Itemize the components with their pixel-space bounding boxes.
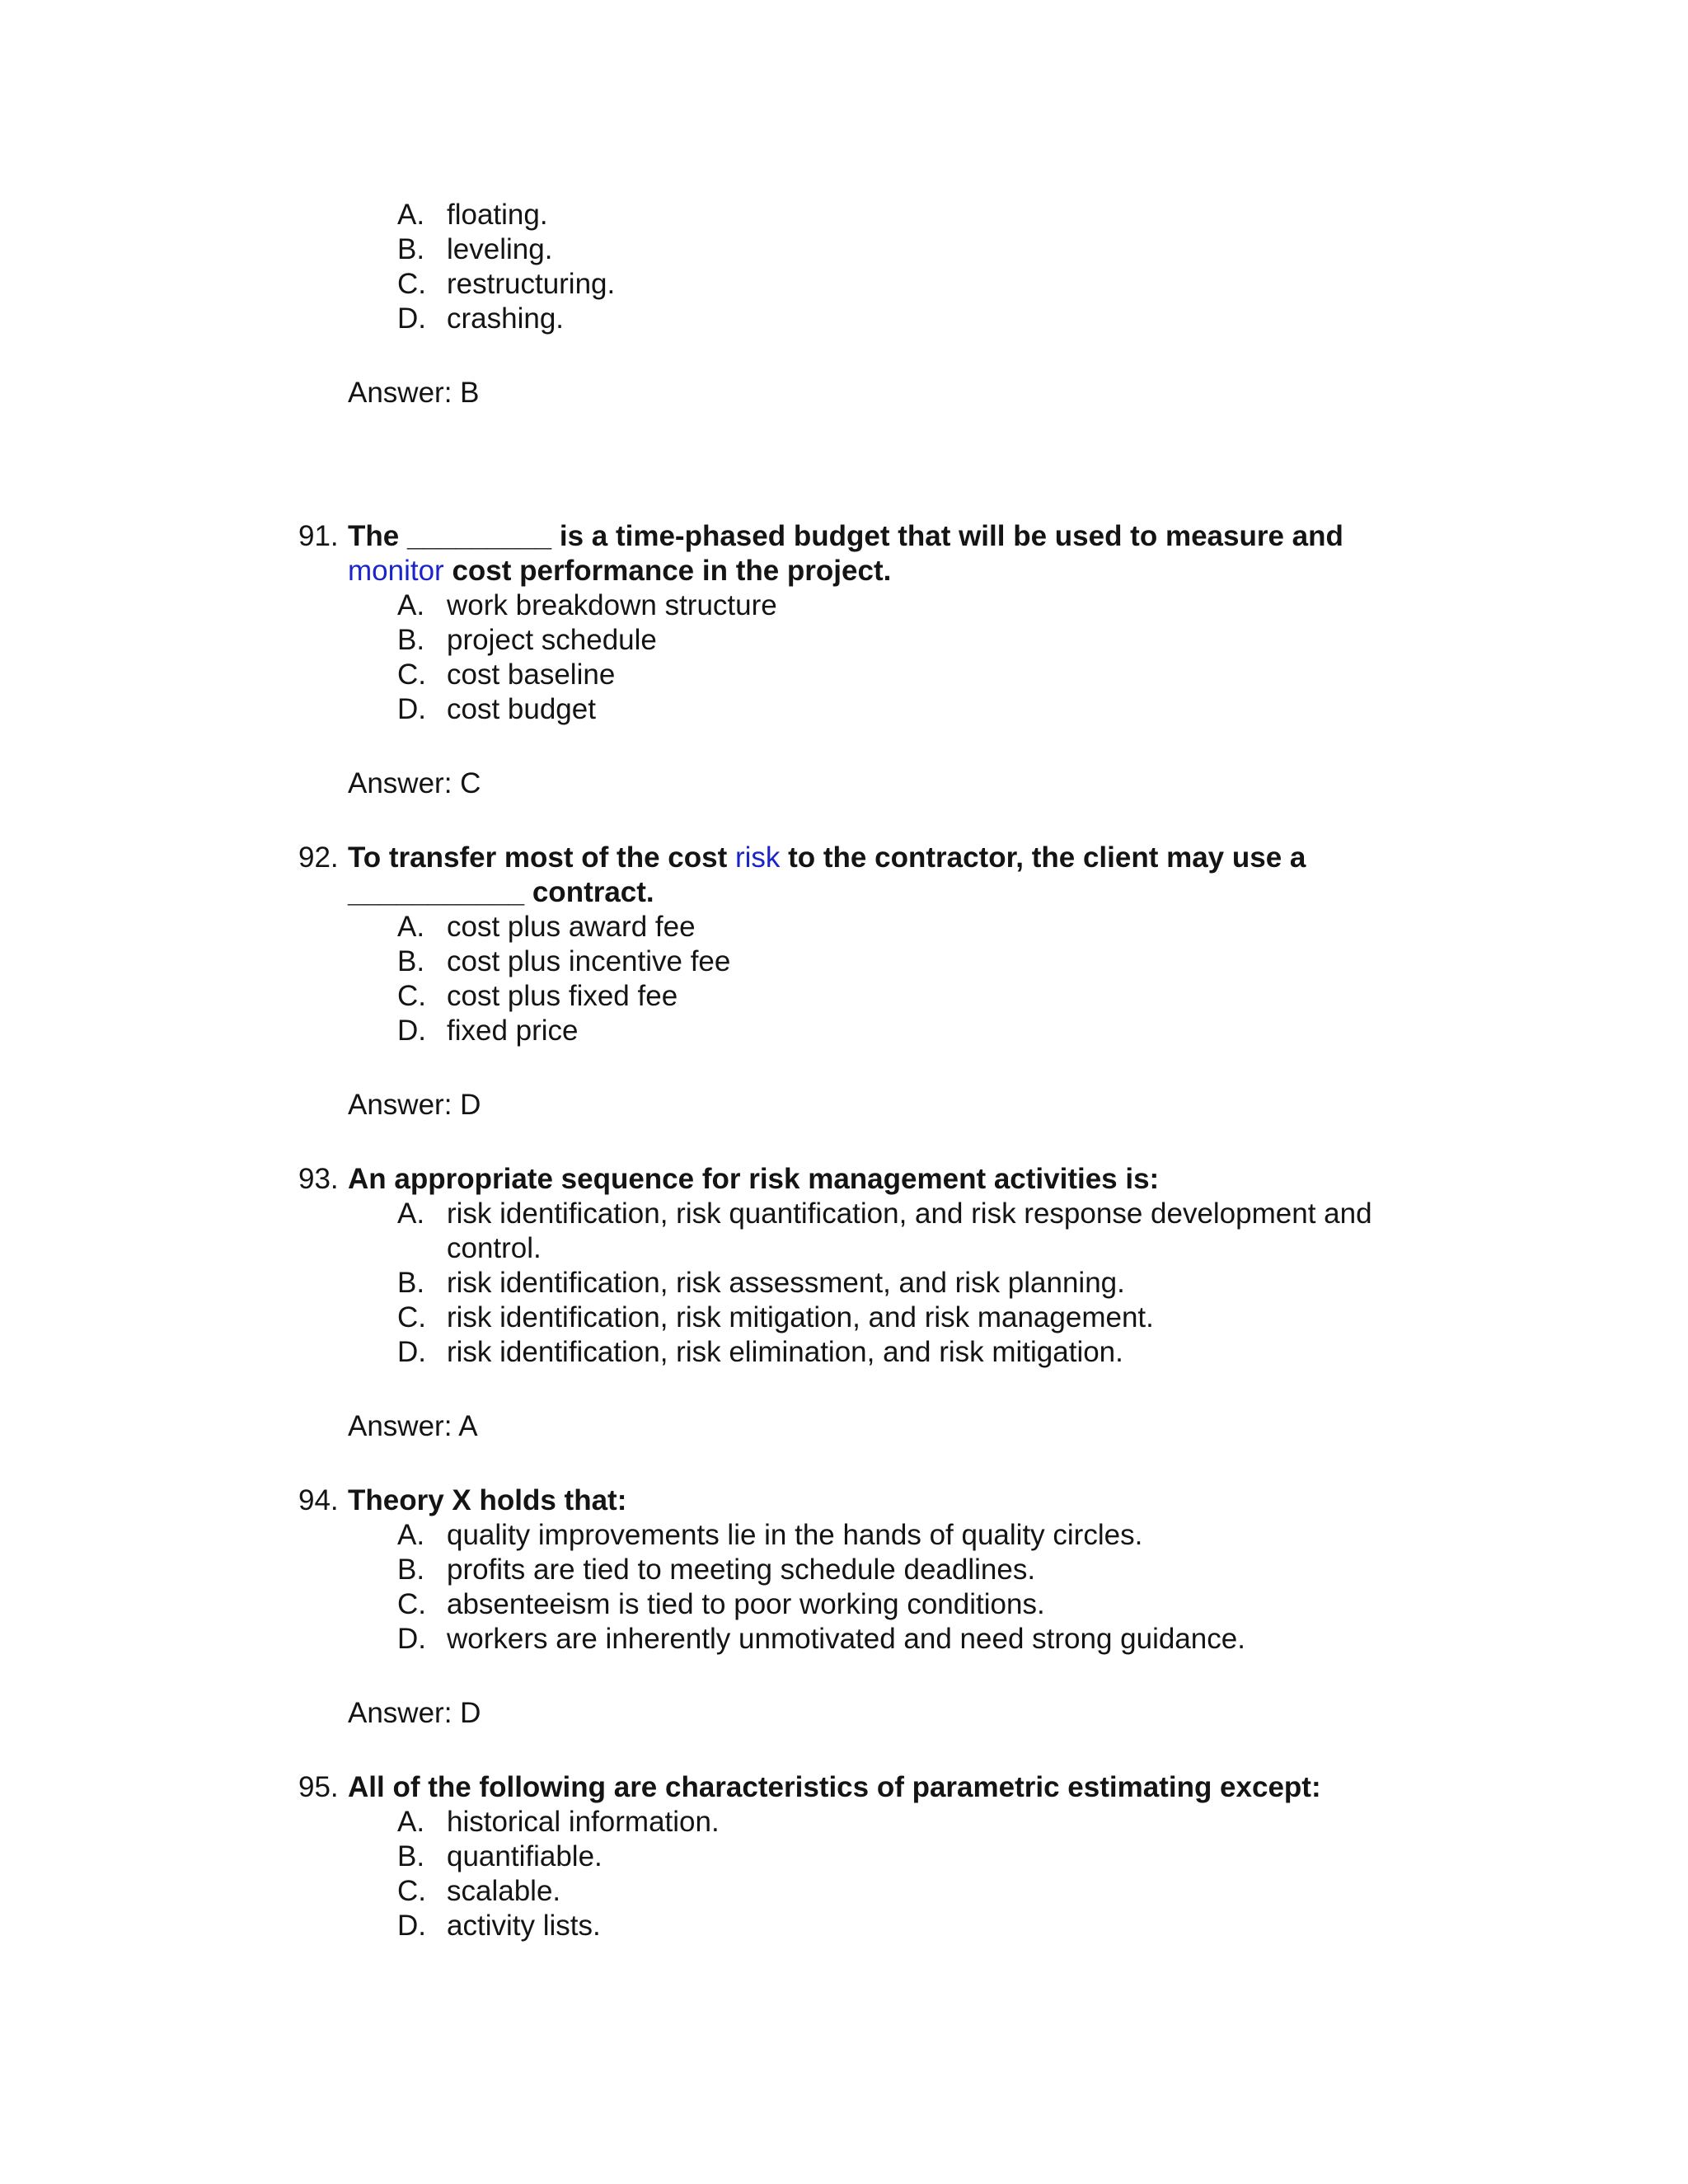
option-b: B. risk identification, risk assessment, and risk planning. bbox=[397, 1267, 1125, 1299]
option-d: D. risk identification, risk elimination, and risk mitigation. bbox=[397, 1336, 1123, 1368]
question-stem: 91. The _________ is a time-phased budget that will be used to measure and monitor cost performance in the project. bbox=[298, 520, 1343, 587]
question-93 bbox=[0, 1162, 1688, 1444]
question-stem: 94. Theory X holds that: bbox=[298, 1484, 627, 1516]
option-b: B. project schedule bbox=[397, 624, 657, 656]
option-b: B. profits are tied to meeting schedule deadlines. bbox=[397, 1554, 1036, 1586]
option-c: C. cost baseline bbox=[397, 658, 616, 691]
option-a: A. quality improvements lie in the hands of quality circles. bbox=[397, 1519, 1143, 1551]
option-d: D. activity lists. bbox=[397, 1910, 601, 1942]
option-c: C. absenteeism is tied to poor working conditions. bbox=[397, 1588, 1045, 1620]
option-d: D. cost budget bbox=[397, 693, 596, 725]
answer-text: Answer: C bbox=[348, 767, 481, 799]
keyword-link[interactable]: risk bbox=[734, 841, 781, 874]
option-a: A. floating. bbox=[397, 199, 548, 231]
option-b: B. leveling. bbox=[397, 233, 553, 265]
answer-text: Answer: B bbox=[348, 377, 480, 409]
option-c: C. risk identification, risk mitigation, and risk management. bbox=[397, 1301, 1154, 1333]
question-stem: 95. All of the following are characteristics of parametric estimating except: bbox=[298, 1771, 1321, 1803]
option-d: D. fixed price bbox=[397, 1015, 579, 1047]
option-c: C. scalable. bbox=[397, 1875, 561, 1907]
question-95 bbox=[0, 1770, 1688, 1943]
question-94 bbox=[0, 1483, 1688, 1731]
option-d: D. crashing. bbox=[397, 302, 565, 335]
answer-text: Answer: D bbox=[348, 1089, 481, 1121]
question-stem: 92. To transfer most of the cost risk to the contractor, the client may use a ___________ contract. bbox=[298, 841, 1306, 908]
previous-question bbox=[0, 198, 1688, 410]
option-a: A. risk identification, risk quantification, and risk response development and control. bbox=[397, 1197, 1372, 1264]
option-b: B. cost plus incentive fee bbox=[397, 945, 731, 977]
answer-text: Answer: D bbox=[348, 1697, 481, 1729]
option-a: A. historical information. bbox=[397, 1806, 720, 1838]
option-b: B. quantifiable. bbox=[397, 1840, 603, 1872]
question-92 bbox=[0, 841, 1688, 1122]
option-a: A. cost plus award fee bbox=[397, 911, 696, 943]
answer-text: Answer: A bbox=[348, 1410, 478, 1442]
option-a: A. work breakdown structure bbox=[397, 589, 777, 621]
option-d: D. workers are inherently unmotivated and need strong guidance. bbox=[397, 1623, 1245, 1655]
question-stem: 93. An appropriate sequence for risk management activities is: bbox=[298, 1163, 1160, 1195]
option-c: C. restructuring. bbox=[397, 268, 616, 300]
option-c: C. cost plus fixed fee bbox=[397, 980, 678, 1012]
question-91 bbox=[0, 519, 1688, 801]
keyword-link[interactable]: monitor bbox=[348, 555, 444, 587]
